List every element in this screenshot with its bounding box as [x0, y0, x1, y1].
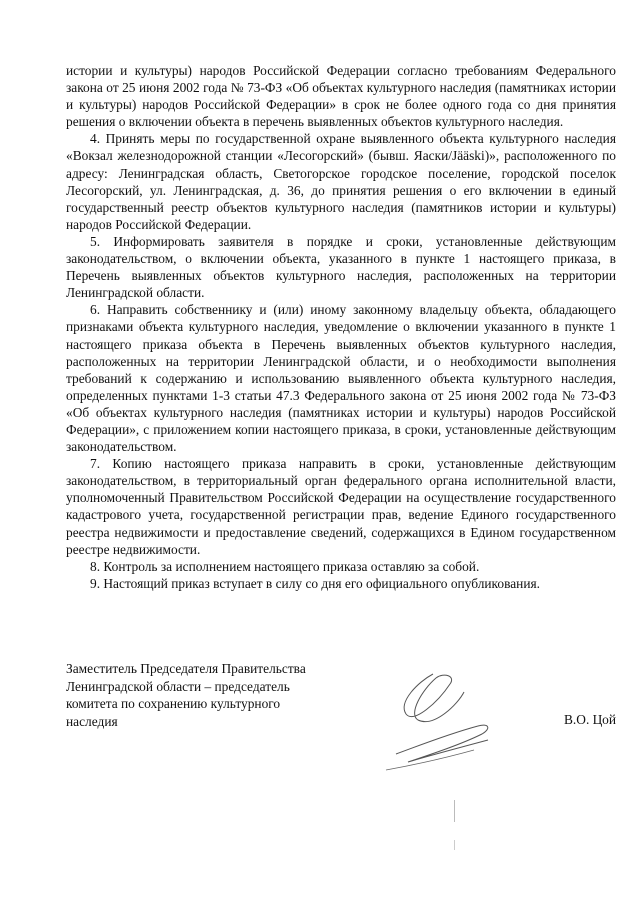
paragraph-continuation: истории и культуры) народов Российской Федерации согласно требованиям Федерального закона от 25 июня 2002 года № 73-ФЗ «Об объектах культурного наследия (памятниках истории и культуры) народов Российской Федерации» в срок не более одного года со дня принятия решения о включении объекта в перечень выявленных объектов культурного наследия.: [66, 63, 616, 130]
paragraph-item-6: 6. Направить собственнику и (или) иному законному владельцу объекта, обладающего признаками объекта культурного наследия, уведомление о включении указанного в пункте 1 настоящего приказа объекта в Перечень выявленных объектов культурного наследия, расположенных на территории Ленинградской области, и о необходимости выполнения требований к содержанию и использованию выявленного объекта культурного наследия, определенных пунктами 1-3 статьи 47.3 Федерального закона от 25 июня 2002 года № 73-ФЗ «Об объектах культурного наследия (памятниках истории и культуры) народов Российской Федерации», с приложением копии настоящего приказа, в сроки, установленные действующим законодательством.: [66, 302, 616, 455]
paragraph-item-7: 7. Копию настоящего приказа направить в сроки, установленные действующим законодательством, в территориальный орган федерального органа исполнительной власти, уполномоченный Правительством Российской Федерации на осуществление государственного кадастрового учета, государственной регистрации прав, ведение Единого государственного реестра недвижимости и предоставление сведений, содержащихся в Едином государственном реестре недвижимости.: [66, 456, 616, 557]
signatory-position-line: комитета по сохранению культурного: [66, 696, 281, 711]
paragraph-item-8: 8. Контроль за исполнением настоящего приказа оставляю за собой.: [90, 558, 480, 574]
signatory-position-line: Ленинградской области – председатель: [66, 678, 290, 694]
signatory-name: В.О. Цой: [564, 712, 616, 727]
scan-speck: [454, 800, 455, 822]
paragraph-item-5: 5. Информировать заявителя в порядке и сроки, установленные действующим законодательством, о включении объекта, указанного в пункте 1 настоящего приказа, в Перечень выявленных объектов культурного наследия, расположенных на территории Ленинградской области.: [66, 233, 616, 301]
signatory-position-line: наследия: [66, 713, 118, 729]
scan-speck: [454, 840, 455, 850]
paragraph-item-4: 4. Принять меры по государственной охране выявленного объекта культурного наследия «Вокзал железнодорожной станции «Лесогорский» (бывш. Яаски/Jääski)», расположенного по адресу: Ленинградская область, Светогорское городское поселение, городской поселок Лесогорский, ул. Ленинградская, д. 36, до принятия решения о его включении в единый государственный реестр объектов культурного наследия (памятников истории и культуры) народов Российской Федерации.: [66, 131, 616, 232]
signatory-position-line: Заместитель Председателя Правительства: [66, 661, 306, 676]
document-body: [66, 62, 616, 592]
handwritten-signature: [378, 662, 518, 777]
paragraph-item-9: 9. Настоящий приказ вступает в силу со дня его официального опубликования.: [90, 575, 540, 591]
signatory-position: [66, 660, 366, 730]
